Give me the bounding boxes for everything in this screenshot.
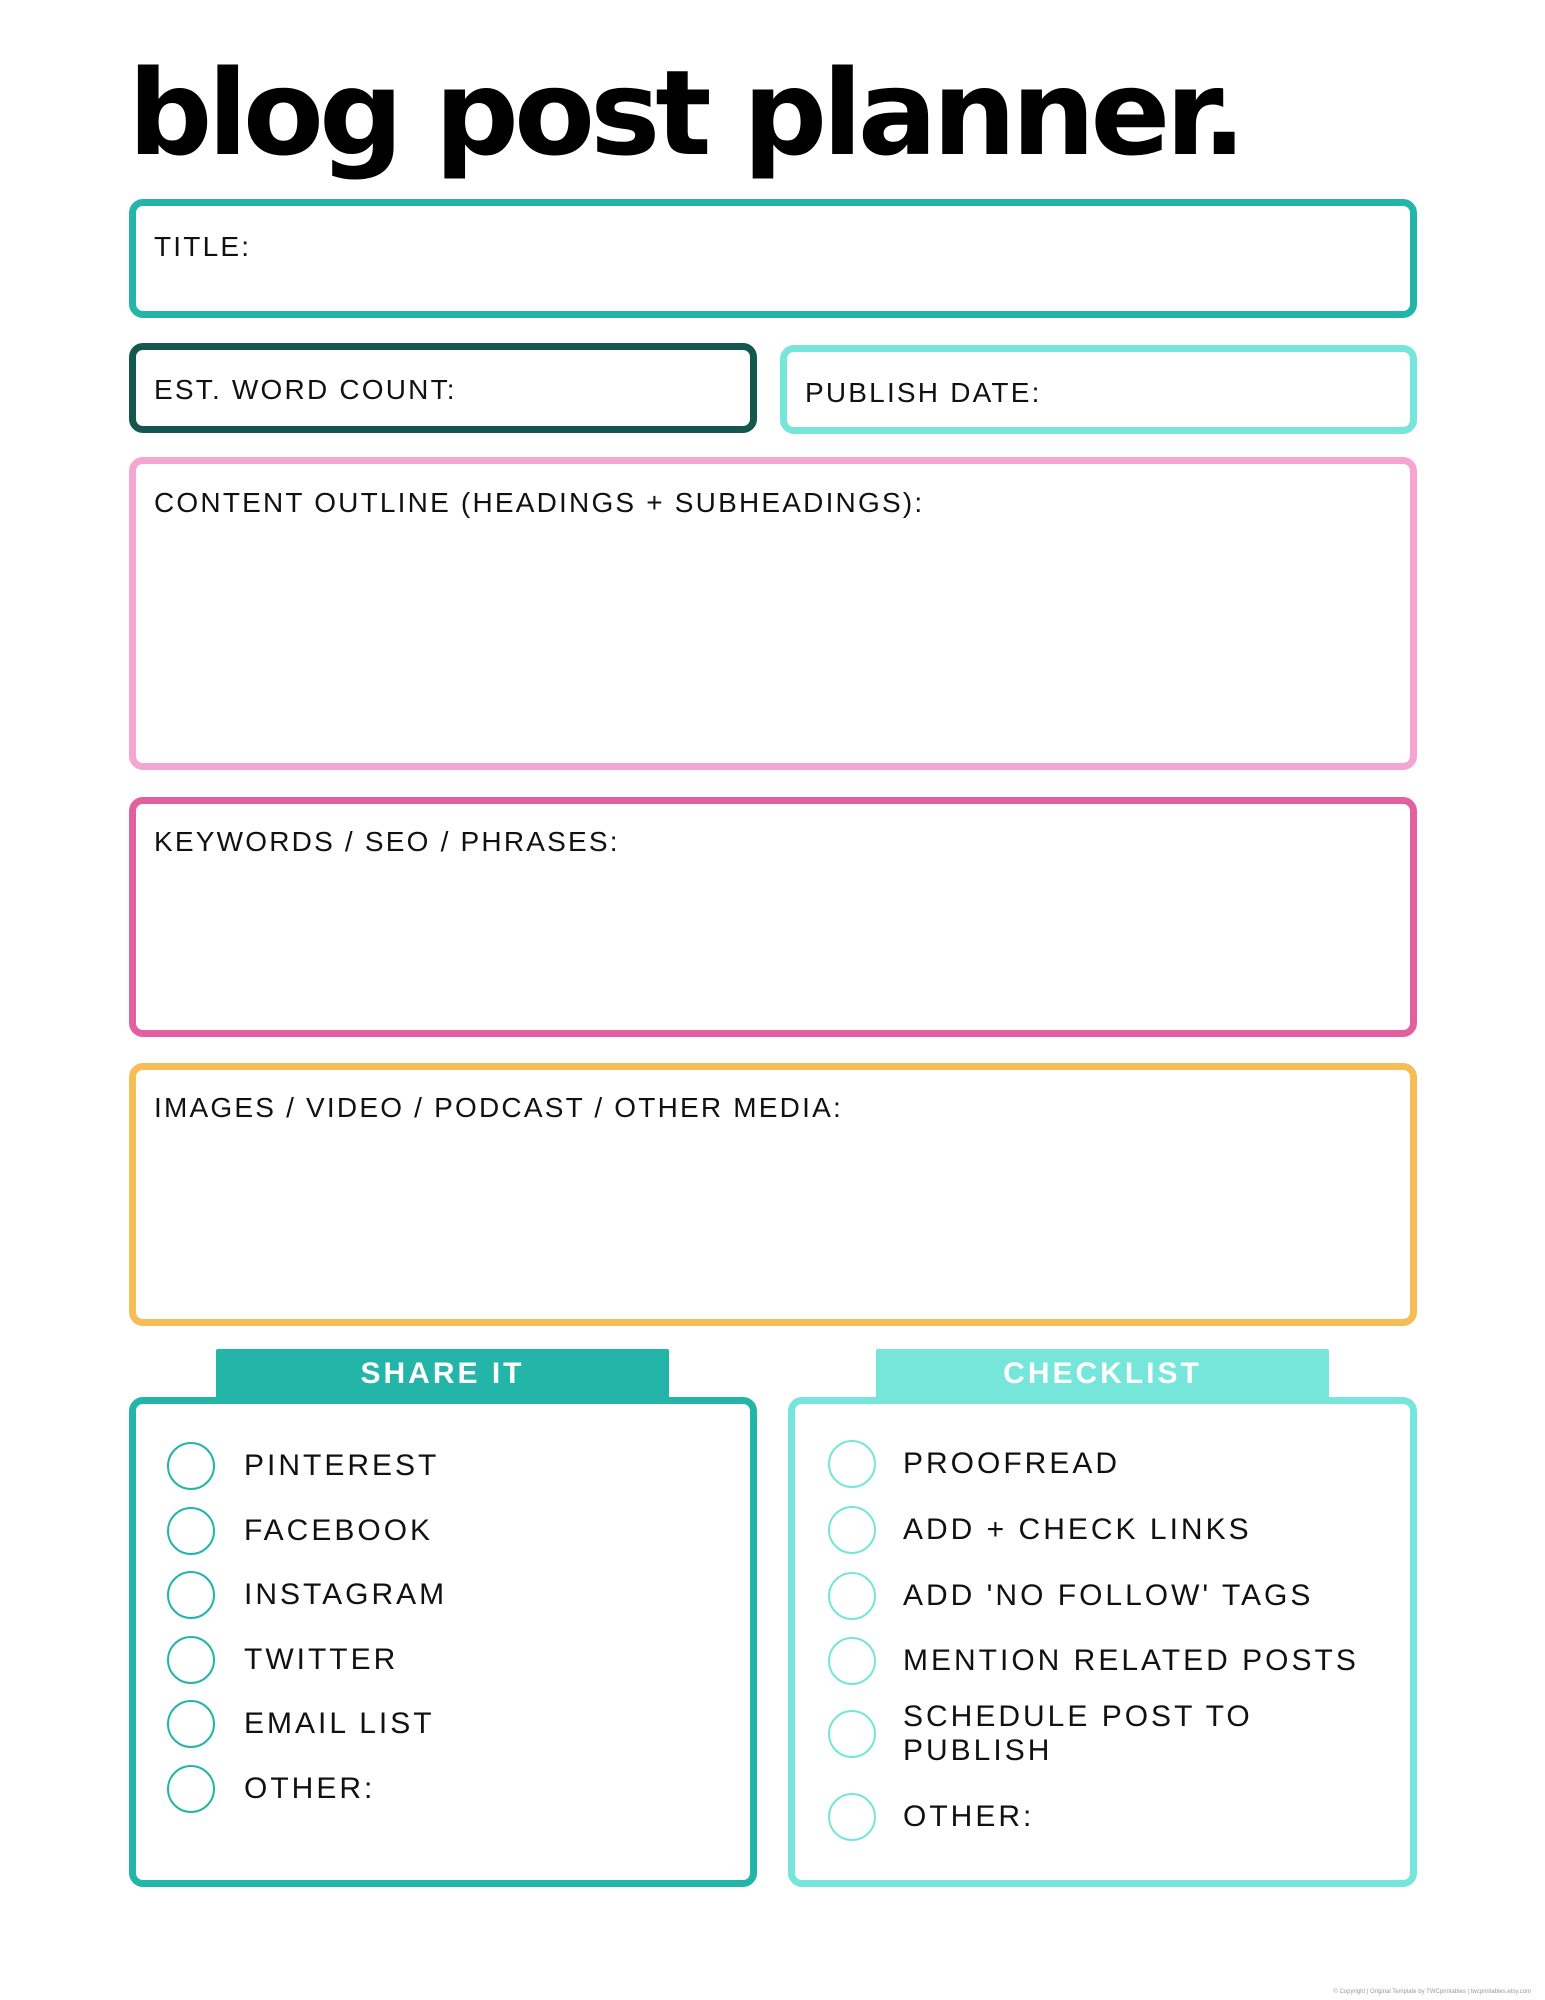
share-item-label: EMAIL LIST <box>244 1707 435 1740</box>
media-label: IMAGES / VIDEO / PODCAST / OTHER MEDIA: <box>154 1092 843 1123</box>
share-item-twitter[interactable] <box>167 1636 398 1684</box>
content-outline-label: CONTENT OUTLINE (HEADINGS + SUBHEADINGS): <box>154 487 925 518</box>
checklist-item-other[interactable] <box>828 1793 1034 1841</box>
share-item-other[interactable] <box>167 1765 375 1813</box>
checklist-item-related-posts[interactable] <box>828 1637 1359 1685</box>
checkbox-circle-icon[interactable] <box>167 1636 215 1684</box>
checklist-item-label: ADD 'NO FOLLOW' TAGS <box>903 1579 1314 1612</box>
checklist-header <box>876 1349 1329 1399</box>
checkbox-circle-icon[interactable] <box>167 1700 215 1748</box>
share-it-panel <box>129 1397 757 1887</box>
checklist-item-label: SCHEDULE POST TO PUBLISH <box>903 1700 1253 1767</box>
checklist-panel <box>788 1397 1417 1887</box>
keywords-label: KEYWORDS / SEO / PHRASES: <box>154 826 620 857</box>
checklist-item-label: ADD + CHECK LINKS <box>903 1513 1252 1546</box>
checklist-item-proofread[interactable] <box>828 1440 1120 1488</box>
checkbox-circle-icon[interactable] <box>167 1765 215 1813</box>
media-field[interactable] <box>129 1063 1417 1326</box>
checklist-item-links[interactable] <box>828 1506 1252 1554</box>
copyright-footer: © Copyright | Original Template by TWCprintables | twcprintables.etsy.com <box>1333 1989 1531 1995</box>
checkbox-circle-icon[interactable] <box>828 1506 876 1554</box>
checkbox-circle-icon[interactable] <box>167 1442 215 1490</box>
content-outline-field[interactable] <box>129 457 1417 770</box>
page-title: blog post planner. <box>128 44 1242 182</box>
checkbox-circle-icon[interactable] <box>167 1571 215 1619</box>
title-label: TITLE: <box>154 231 252 262</box>
checkbox-circle-icon[interactable] <box>828 1440 876 1488</box>
share-it-title: SHARE IT <box>360 1357 525 1390</box>
checkbox-circle-icon[interactable] <box>828 1637 876 1685</box>
share-item-label: INSTAGRAM <box>244 1578 448 1611</box>
checkbox-circle-icon[interactable] <box>828 1572 876 1620</box>
checkbox-circle-icon[interactable] <box>828 1710 876 1758</box>
share-item-facebook[interactable] <box>167 1507 433 1555</box>
title-field[interactable] <box>129 199 1417 318</box>
checklist-title: CHECKLIST <box>1003 1357 1202 1390</box>
word-count-field[interactable] <box>129 343 757 433</box>
share-item-instagram[interactable] <box>167 1571 447 1619</box>
share-it-header <box>216 1349 669 1399</box>
checklist-item-label: MENTION RELATED POSTS <box>903 1644 1359 1677</box>
publish-date-field[interactable] <box>780 345 1417 434</box>
keywords-field[interactable] <box>129 797 1417 1037</box>
share-item-pinterest[interactable] <box>167 1442 439 1490</box>
share-item-label: OTHER: <box>244 1772 376 1805</box>
checklist-item-label: OTHER: <box>903 1800 1035 1833</box>
checkbox-circle-icon[interactable] <box>828 1793 876 1841</box>
share-item-label: TWITTER <box>244 1643 399 1676</box>
publish-date-label: PUBLISH DATE: <box>805 377 1042 408</box>
checklist-item-label: PROOFREAD <box>903 1447 1121 1480</box>
share-item-label: FACEBOOK <box>244 1514 434 1547</box>
word-count-label: EST. WORD COUNT: <box>154 374 457 405</box>
share-item-label: PINTEREST <box>244 1449 440 1482</box>
checkbox-circle-icon[interactable] <box>167 1507 215 1555</box>
checklist-item-schedule[interactable] <box>828 1700 1323 1768</box>
share-item-email-list[interactable] <box>167 1700 435 1748</box>
checklist-item-nofollow[interactable] <box>828 1572 1313 1620</box>
